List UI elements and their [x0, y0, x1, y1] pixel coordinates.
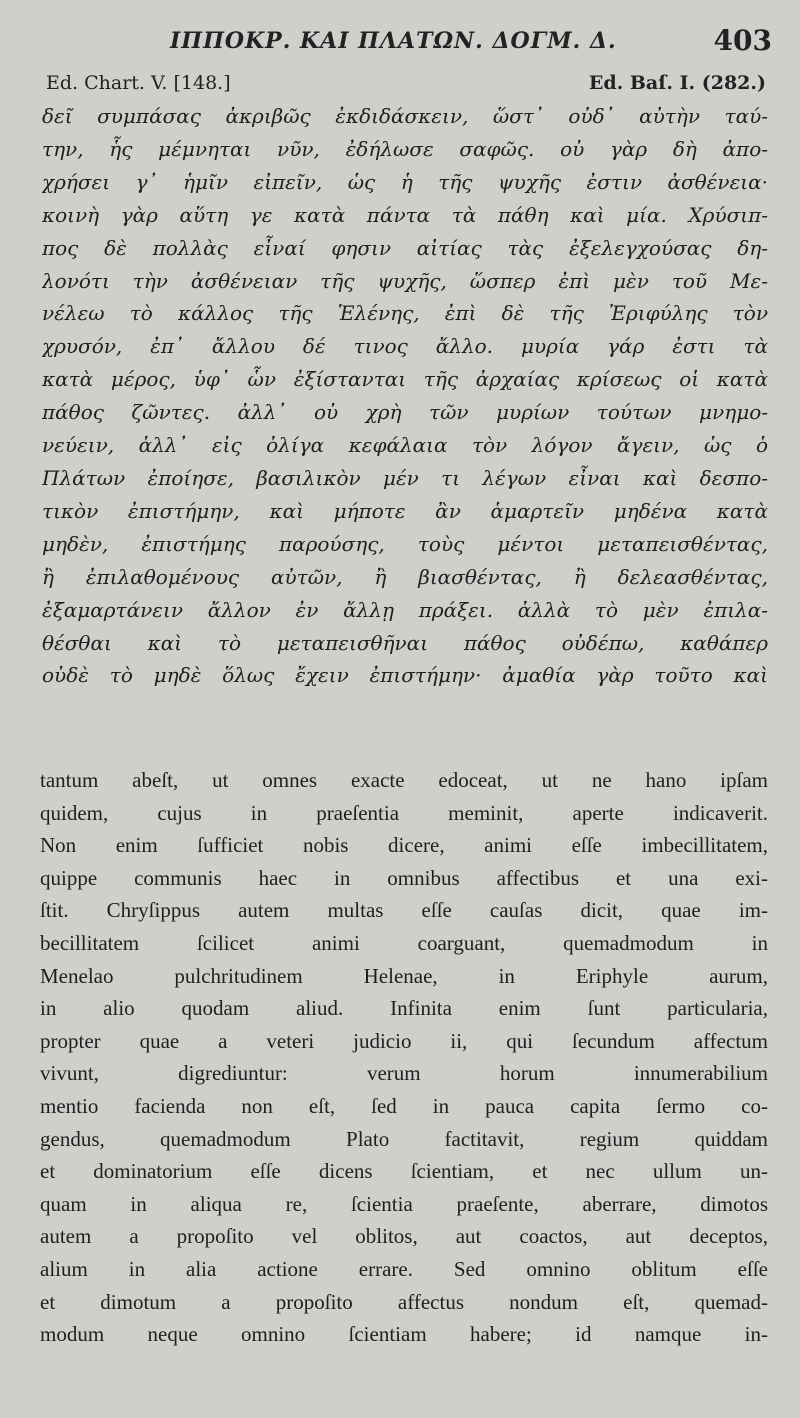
latin-text-line: gendus, quemadmodum Plato factitavit, regium quiddam — [40, 1126, 768, 1151]
latin-text-line: Non enim ſufficiet nobis dicere, animi eſſe imbecillitatem, — [40, 833, 768, 858]
greek-text-line: νεύειν, ἀλλ᾽ εἰς ὀλίγα κεφάλαια τὸν λόγον ἄγειν, ὡς ὁ — [42, 433, 768, 458]
greek-text-line: ἢ ἐπιλαθομένους αὐτῶν, ἢ βιασθέντας, ἢ δελεασθέντας, — [42, 564, 768, 589]
latin-text-line: mentio facienda non eſt, ſed in pauca capita ſermo co- — [40, 1093, 768, 1118]
greek-text-line: θέσθαι καὶ τὸ μεταπεισθῆναι πάθος οὐδέπω, καθάπερ — [42, 630, 768, 655]
latin-text-line: vivunt, digrediuntur: verum horum innumerabilium — [40, 1061, 768, 1086]
greek-text — [42, 100, 768, 692]
greek-text-line: μηδὲν, ἐπιστήμης παρούσης, τοὺς μέντοι μεταπεισθέντας, — [42, 531, 768, 556]
running-title: ΙΠΠΟΚΡ. ΚΑΙ ΠΛΑΤΩΝ. ΔΟΓΜ. Δ. — [170, 28, 617, 54]
latin-text-line: becillitatem ſcilicet animi coarguant, quemadmodum in — [40, 930, 768, 955]
latin-text-line: quam in aliqua re, ſcientia praeſente, aberrare, dimotos — [40, 1191, 768, 1216]
latin-text-line: in alio quodam aliud. Infinita enim ſunt particularia, — [40, 996, 768, 1021]
greek-text-line: ἐξαμαρτάνειν ἄλλον ἐν ἄλλῃ πράξει. ἀλλὰ τὸ μὲν ἐπιλα- — [42, 597, 768, 622]
greek-text-line: κατὰ μέρος, ὑφ᾽ ὧν ἐξίστανται τῆς ἀρχαίας κρίσεως οἱ κατὰ — [42, 367, 768, 392]
latin-text-line: Menelao pulchritudinem Helenae, in Eriphyle aurum, — [40, 963, 768, 988]
greek-text-line: λονότι τὴν ἀσθένειαν τῆς ψυχῆς, ὥσπερ ἐπὶ μὲν τοῦ Με- — [42, 268, 768, 293]
greek-text-line: τικὸν ἐπιστήμην, καὶ μήποτε ἂν ἁμαρτεῖν μηδένα κατὰ — [42, 498, 768, 523]
latin-text-line: quippe communis haec in omnibus affectibus et una exi- — [40, 865, 768, 890]
greek-text-line: χρήσει γ᾽ ἡμῖν εἰπεῖν, ὡς ἡ τῆς ψυχῆς ἐστιν ἀσθένεια· — [42, 169, 768, 194]
latin-text-line: propter quae a veteri judicio ii, qui ſecundum affectum — [40, 1028, 768, 1053]
greek-text-line: Πλάτων ἐποίησε, βασιλικὸν μέν τι λέγων εἶναι καὶ δεσπο- — [42, 465, 768, 490]
page-number: 403 — [713, 24, 772, 57]
latin-text-line: et dimotum a propoſito affectus nondum eſt, quemad- — [40, 1289, 768, 1314]
latin-text-line: autem a propoſito vel oblitos, aut coactos, aut deceptos, — [40, 1224, 768, 1249]
greek-text-line: κοινὴ γὰρ αὕτη γε κατὰ πάντα τὰ πάθη καὶ μία. Χρύσιπ- — [42, 202, 768, 227]
running-head — [0, 24, 800, 68]
greek-text-line: πάθος ζῶντες. ἀλλ᾽ οὐ χρὴ τῶν μυρίων τούτων μνημο- — [42, 400, 768, 425]
latin-text-line: ſtit. Chryſippus autem multas eſſe cauſas dicit, quae im- — [40, 898, 768, 923]
greek-text-line: νέλεω τὸ κάλλος τῆς Ἑλένης, ἐπὶ δὲ τῆς Ἐριφύλης τὸν — [42, 301, 768, 326]
latin-text-line: et dominatorium eſſe dicens ſcientiam, et nec ullum un- — [40, 1159, 768, 1184]
greek-text-line: την, ἧς μέμνηται νῦν, ἐδήλωσε σαφῶς. οὐ γὰρ δὴ ἀπο- — [42, 136, 768, 161]
latin-text-line: modum neque omnino ſcientiam habere; id namque in- — [40, 1322, 768, 1347]
greek-text-line: οὐδὲ τὸ μηδὲ ὅλως ἔχειν ἐπιστήμην· ἀμαθία γὰρ τοῦτο καὶ — [42, 663, 768, 688]
edition-chartier: Ed. Chart. V. [148.] — [46, 72, 231, 94]
latin-text-line: alium in alia actione errare. Sed omnino oblitum eſſe — [40, 1256, 768, 1281]
latin-text-line: quidem, cujus in praeſentia meminit, aperte indicaverit. — [40, 800, 768, 825]
greek-text-line: δεῖ συμπάσας ἀκριβῶς ἐκδιδάσκειν, ὥστ᾽ οὐδ᾽ αὐτὴν ταύ- — [42, 104, 768, 128]
greek-text-line: πος δὲ πολλὰς εἶναί φησιν αἰτίας τὰς ἐξελεγχούσας δη- — [42, 235, 768, 260]
latin-text-line: tantum abeſt, ut omnes exacte edoceat, ut ne hano ipſam — [40, 768, 768, 792]
edition-references — [46, 72, 766, 100]
greek-text-line: χρυσόν, ἐπ᾽ ἄλλου δέ τινος ἄλλο. μυρία γάρ ἐστι τὰ — [42, 334, 768, 359]
edition-basel: Ed. Baſ. I. (282.) — [588, 72, 766, 94]
latin-translation — [40, 764, 768, 1351]
